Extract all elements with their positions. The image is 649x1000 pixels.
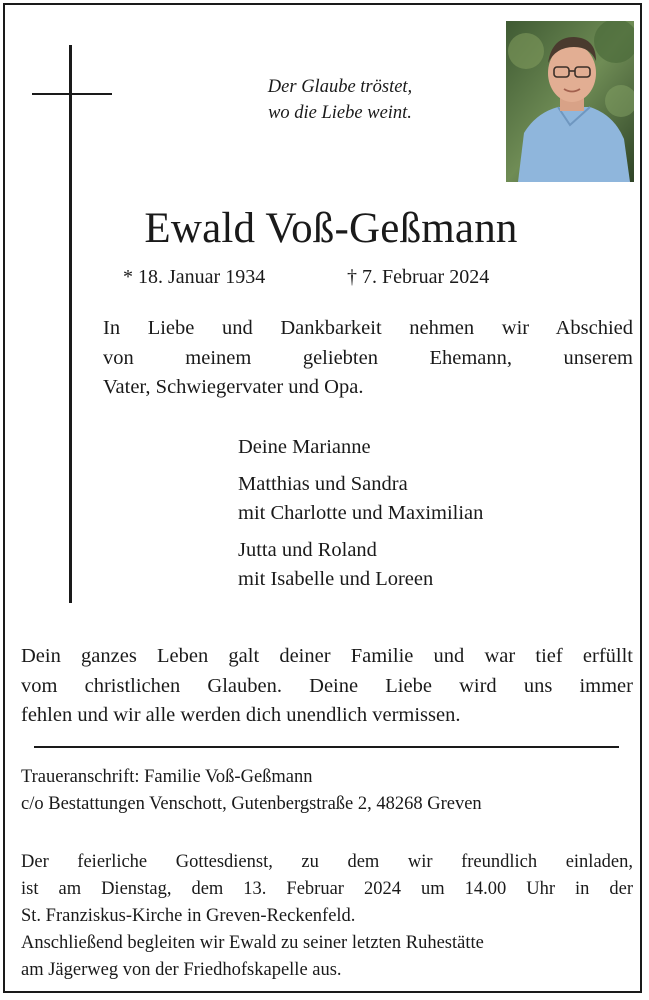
address-line: c/o Bestattungen Venschott, Gutenbergstraße 2, 48268 Greven: [21, 794, 482, 814]
mourner-line: Deine Marianne: [238, 436, 371, 458]
tribute-text: [21, 642, 633, 731]
service-line: St. Franziskus-Kirche in Greven-Reckenfeld.: [21, 906, 356, 926]
mourner-group: [238, 470, 483, 528]
farewell-text: [103, 314, 633, 403]
service-line: ist am Dienstag, dem 13. Februar 2024 um 14.00 Uhr in der: [21, 879, 633, 899]
mourner-line: Jutta und Roland: [238, 539, 377, 561]
mourner-line: mit Isabelle und Loreen: [238, 568, 434, 590]
death-date: † 7. Februar 2024: [347, 266, 490, 288]
mourners-list: [238, 433, 483, 602]
funeral-service-info: [21, 849, 633, 984]
birth-date: * 18. Januar 1934: [123, 266, 266, 288]
service-line: Der feierliche Gottesdienst, zu dem wir freundlich einladen,: [21, 852, 633, 872]
service-line: Anschließend begleiten wir Ewald zu seiner letzten Ruhestätte: [21, 933, 484, 953]
farewell-line: von meinem geliebten Ehemann, unserem: [103, 346, 633, 369]
deceased-name: Ewald Voß-Geßmann: [144, 205, 518, 252]
mourner-group: [238, 433, 483, 462]
mourner-line: Matthias und Sandra: [238, 473, 408, 495]
service-line: am Jägerweg von der Friedhofskapelle aus.: [21, 960, 342, 980]
portrait-icon: [506, 21, 634, 182]
tribute-line: vom christlichen Glauben. Deine Liebe wird uns immer: [21, 674, 633, 697]
obituary-notice: [3, 3, 642, 993]
mourner-group: [238, 536, 483, 594]
cross-icon-beam: [32, 93, 112, 95]
mourning-address: [21, 764, 633, 818]
divider: [34, 746, 619, 748]
portrait-photo: [506, 21, 634, 182]
farewell-line: Vater, Schwiegervater und Opa.: [103, 376, 364, 398]
motto-line: wo die Liebe weint.: [268, 103, 412, 123]
tribute-line: Dein ganzes Leben galt deiner Familie und war tief erfüllt: [21, 645, 633, 667]
tribute-line: fehlen und wir alle werden dich unendlich vermissen.: [21, 704, 461, 726]
cross-icon: [69, 45, 72, 603]
motto-line: Der Glaube tröstet,: [267, 77, 413, 97]
mourner-line: mit Charlotte und Maximilian: [238, 502, 484, 524]
farewell-line: In Liebe und Dankbarkeit nehmen wir Abschied: [103, 317, 633, 339]
motto: [195, 74, 485, 126]
address-line: Traueranschrift: Familie Voß-Geßmann: [21, 767, 313, 787]
